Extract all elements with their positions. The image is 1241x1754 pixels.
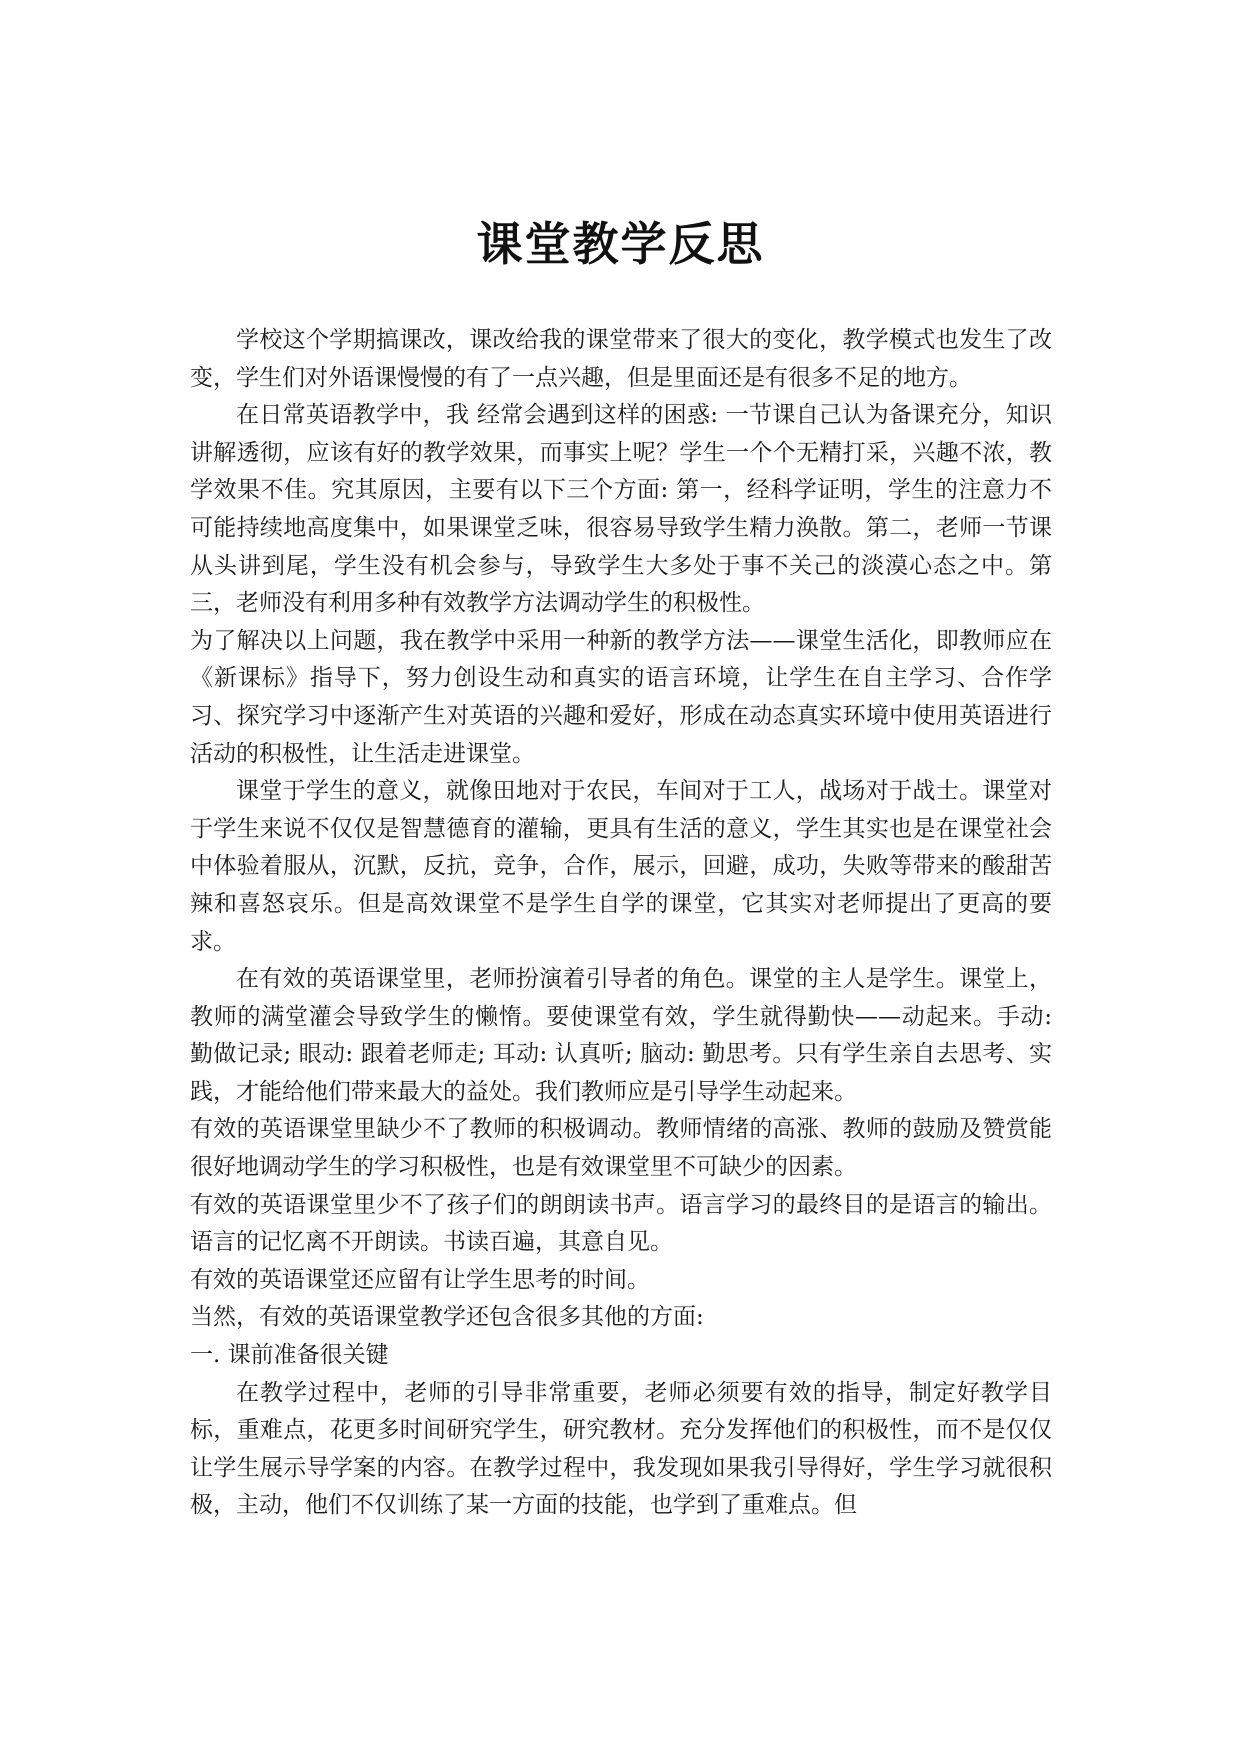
document-title: 课堂教学反思	[476, 217, 765, 271]
paragraph: 有效的英语课堂里少不了孩子们的朗朗读书声。语言学习的最终目的是语言的输出。语言的记忆离不开朗读。书读百遍，其意自见。	[190, 1191, 1052, 1256]
paragraph: 学校这个学期搞课改，课改给我的课堂带来了很大的变化，教学模式也发生了改变，学生们对外语课慢慢的有了一点兴趣，但是里面还是有很多不足的地方。	[190, 327, 1052, 391]
paragraph: 为了解决以上问题，我在教学中采用一种新的教学方法——课堂生活化，即教师应在《新课标》指导下，努力创设生动和真实的语言环境，让学生在自主学习、合作学习、探究学习中逐渐产生对英语的兴趣和爱好，形成在动态真实环境中使用英语进行活动的积极性，让生活走进课堂。	[190, 627, 1052, 767]
section-heading: 一. 课前准备很关键	[190, 1342, 389, 1369]
document-body	[190, 322, 1052, 1525]
paragraph: 有效的英语课堂还应留有让学生思考的时间。	[190, 1266, 650, 1293]
paragraph: 当然，有效的英语课堂教学还包含很多其他的方面:	[190, 1304, 704, 1331]
paragraph: 在日常英语教学中，我 经常会遇到这样的困惑: 一节课自己认为备课充分，知识讲解透彻，应该有好的教学效果，而事实上呢？学生一个个无精打采，兴趣不浓，教学效果不佳。究其原因，主要有以下三个方面: 第一，经科学证明，学生的注意力不可能持续地高度集中，如果课堂乏味，很容易导致学生精力涣散。第二，老师一节课从头讲到尾，学生没有机会参与，导致学生大多处于事不关己的淡漠心态之中。第三，老师没有利用多种有效教学方法调动学生的积极性。	[190, 402, 1052, 617]
paragraph: 有效的英语课堂里缺少不了教师的积极调动。教师情绪的高涨、教师的鼓励及赞赏能很好地调动学生的学习积极性，也是有效课堂里不可缺少的因素。	[190, 1116, 1052, 1181]
paragraph: 在有效的英语课堂里，老师扮演着引导者的角色。课堂的主人是学生。课堂上，教师的满堂灌会导致学生的懒惰。要使课堂有效，学生就得勤快——动起来。手动: 勤做记录; 眼动: 跟着老师走; 耳动: 认真听; 脑动: 勤思考。只有学生亲自去思考、实践，才能给他们带来最大的益处。我们教师应是引导学生动起来。	[190, 966, 1052, 1105]
paragraph: 在教学过程中，老师的引导非常重要，老师必须要有效的指导，制定好教学目标，重难点，花更多时间研究学生，研究教材。充分发挥他们的积极性，而不是仅仅让学生展示导学案的内容。在教学过程中，我发现如果我引导得好，学生学习就很积极，主动，他们不仅训练了某一方面的技能，也学到了重难点。但	[190, 1379, 1052, 1519]
paragraph: 课堂于学生的意义，就像田地对于农民，车间对于工人，战场对于战士。课堂对于学生来说不仅仅是智慧德育的灌输，更具有生活的意义，学生其实也是在课堂社会中体验着服从，沉默，反抗，竞争，合作，展示，回避，成功，失败等带来的酸甜苦辣和喜怒哀乐。但是高效课堂不是学生自学的课堂，它其实对老师提出了更高的要求。	[190, 778, 1052, 955]
